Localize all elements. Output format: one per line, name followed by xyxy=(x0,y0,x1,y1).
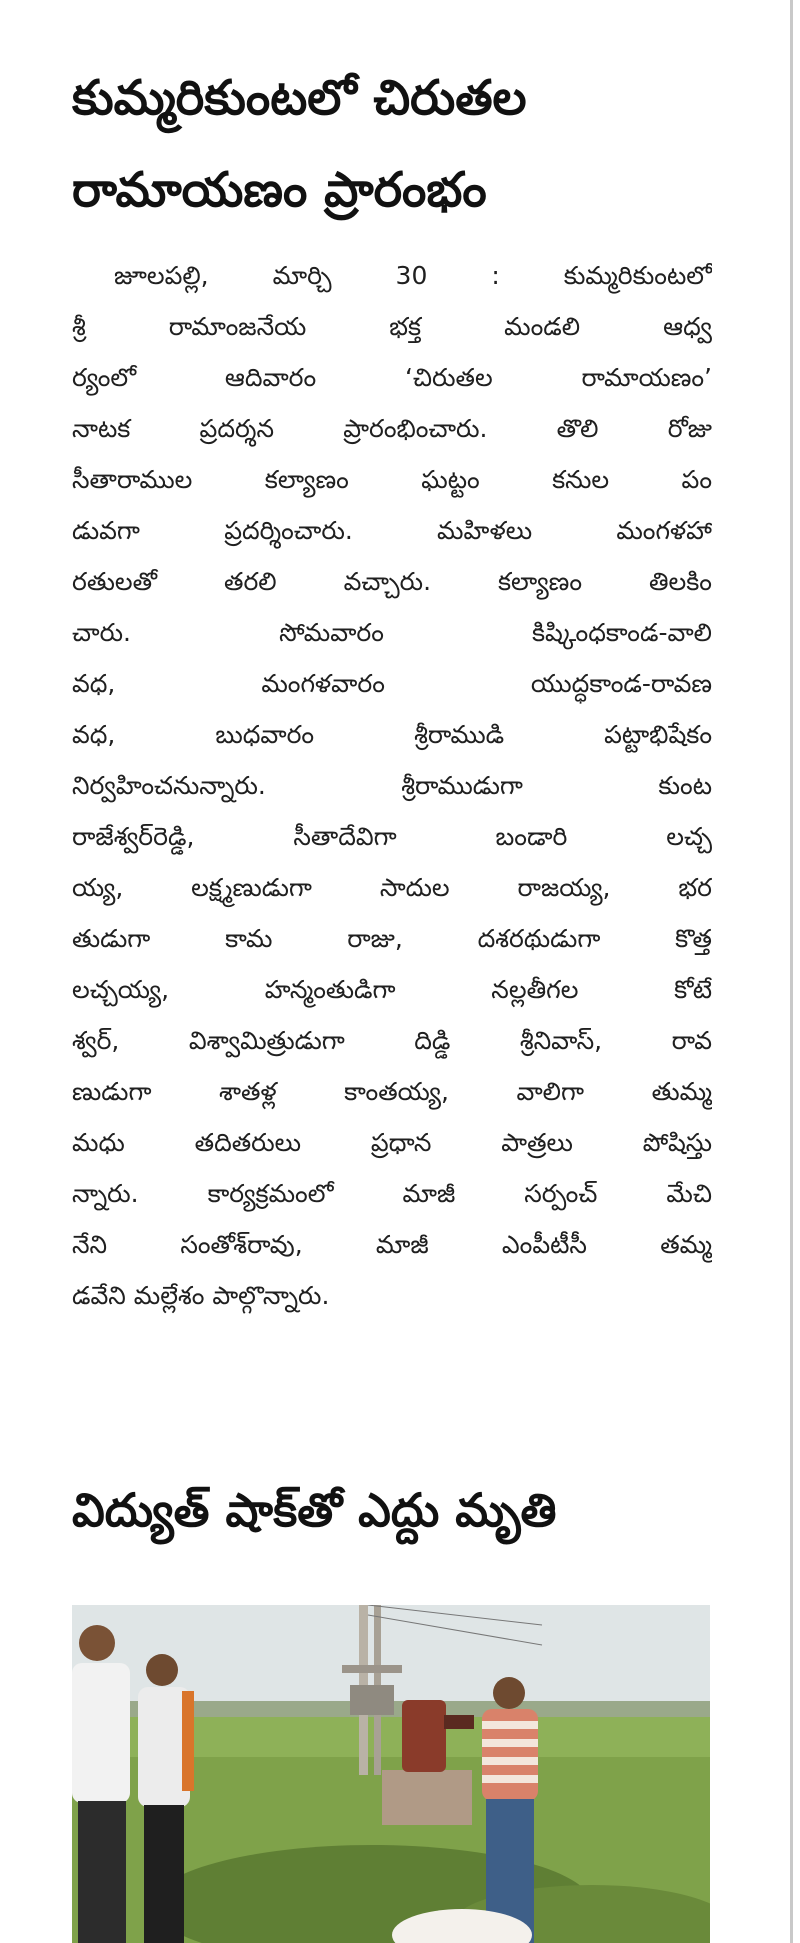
headline-electric-shock: విద్యుత్ షాక్‌తో ఎద్దు మృతి xyxy=(72,1483,557,1537)
person-1-trousers xyxy=(78,1801,126,1943)
body-line: వధ, మంగళవారం యుద్ధకాండ-రావణ xyxy=(72,669,712,698)
body-line: ణుడుగా శాతళ్ల కాంతయ్య, వాలిగా తుమ్మ xyxy=(72,1077,712,1106)
person-2-head xyxy=(146,1654,178,1686)
headline-ramayanam-line1: కుమ్మరికుంటలో చిరుతల xyxy=(72,70,527,126)
body-line: య్య, లక్ష్మణుడుగా సాదుల రాజయ్య, భర xyxy=(72,873,712,902)
article-ramayanam-body xyxy=(72,250,712,1321)
body-line: ర్యంలో ఆదివారం ‘చిరుతల రామాయణం’ xyxy=(72,363,712,392)
motor-pump xyxy=(402,1700,446,1772)
headline-ramayanam-line2: రామాయణం ప్రారంభం xyxy=(72,162,487,218)
person-1-head xyxy=(79,1625,115,1661)
person-1-shirt xyxy=(72,1663,130,1803)
body-line: డవేని మల్లేశం పాల్గొన్నారు. xyxy=(72,1281,330,1310)
body-line: జూలపల్లి, మార్చి 30 : కుమ్మరికుంటలో xyxy=(114,261,712,290)
body-line: సీతారాముల కల్యాణం ఘట్టం కనుల పం xyxy=(72,465,712,494)
body-line: శ్వర్, విశ్వామిత్రుడుగా దిడ్డి శ్రీనివాస్, రావ xyxy=(72,1026,712,1055)
body-line: రతులతో తరలి వచ్చారు. కల్యాణం తిలకిం xyxy=(72,567,712,596)
column-rule xyxy=(790,0,793,1943)
person-2-scarf xyxy=(182,1691,194,1791)
body-line: చారు. సోమవారం కిష్కింధకాండ-వాలి xyxy=(72,618,712,647)
body-line: నేని సంతోశ్‌రావు, మాజీ ఎంపీటీసీ తమ్మ xyxy=(72,1230,712,1259)
body-line: న్నారు. కార్యక్రమంలో మాజీ సర్పంచ్ మేచి xyxy=(72,1179,712,1208)
body-line: రాజేశ్వర్‌రెడ్డి, సీతాదేవిగా బండారి లచ్చ xyxy=(72,822,712,851)
field-scene-illustration xyxy=(72,1605,710,1943)
body-line: లచ్చయ్య, హన్మంతుడిగా నల్లతీగల కోటే xyxy=(72,975,712,1004)
transformer-box xyxy=(350,1685,394,1715)
person-3-head xyxy=(493,1677,525,1709)
news-photo-field xyxy=(72,1605,710,1943)
concrete-base xyxy=(382,1770,472,1825)
body-line: డువగా ప్రదర్శించారు. మహిళలు మంగళహా xyxy=(72,516,712,545)
body-line: తుడుగా కామ రాజు, దశరథుడుగా కొత్త xyxy=(72,924,712,953)
body-line: నాటక ప్రదర్శన ప్రారంభించారు. తొలి రోజు xyxy=(72,414,712,443)
body-line: నిర్వహించనున్నారు. శ్రీరాముడుగా కుంట xyxy=(72,771,712,800)
body-line: శ్రీ రామాంజనేయ భక్త మండలి ఆధ్వ xyxy=(72,312,712,341)
body-line: మధు తదితరులు ప్రధాన పాత్రలు పోషిస్తు xyxy=(72,1128,712,1157)
body-line: వధ, బుధవారం శ్రీరాముడి పట్టాభిషేకం xyxy=(72,720,712,749)
